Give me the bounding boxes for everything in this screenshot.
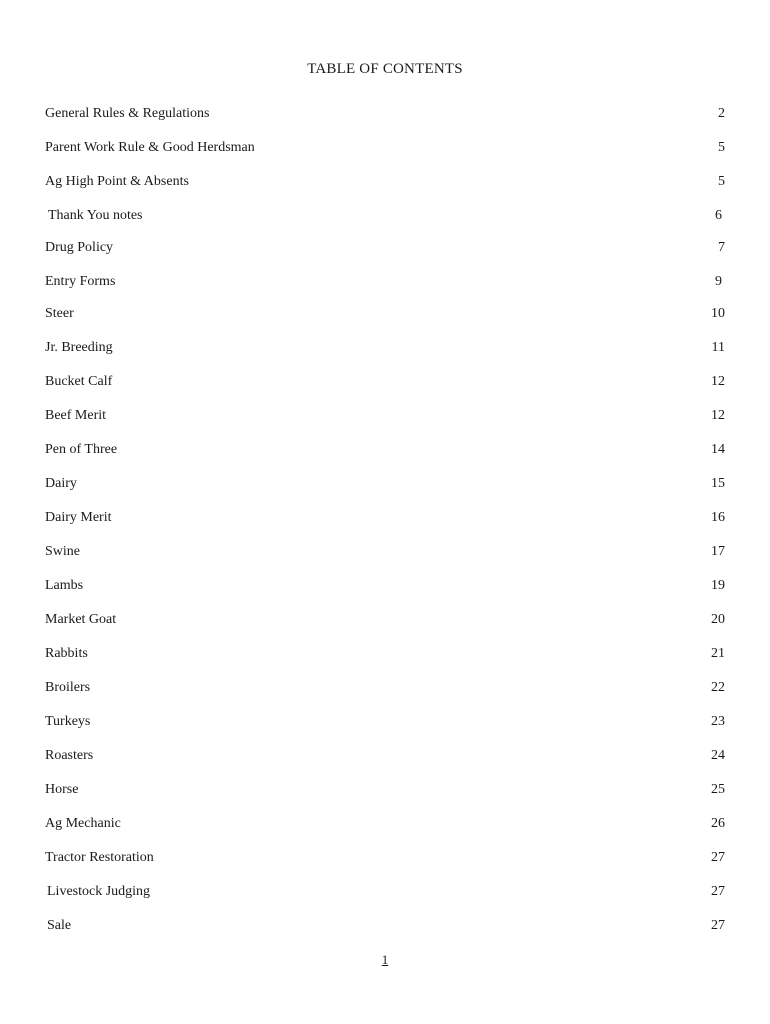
toc-entry-label: Parent Work Rule & Good Herdsman (45, 140, 255, 155)
toc-entry-label: Broilers (45, 680, 91, 695)
toc-entry-page: 20 (711, 612, 725, 627)
toc-entry-page: 27 (711, 918, 725, 933)
toc-entry-label: Drug Policy (45, 240, 114, 255)
toc-entry (45, 884, 725, 904)
toc-entry (45, 544, 725, 564)
toc-entry-label: Bucket Calf (45, 374, 113, 389)
toc-entry-page: 6 (715, 208, 722, 223)
toc-entry-page: 12 (711, 408, 725, 423)
toc-entry-page: 7 (718, 240, 725, 255)
toc-entry-page: 26 (711, 816, 725, 831)
toc-entry-page: 5 (718, 140, 725, 155)
toc-entry-label: Entry Forms (45, 274, 116, 289)
toc-entry-page: 16 (711, 510, 725, 525)
toc-entry-page: 14 (711, 442, 725, 457)
toc-entry-page: 12 (711, 374, 725, 389)
page-number: 1 (381, 952, 389, 967)
toc-entry-label: Market Goat (45, 612, 117, 627)
toc-entry (45, 578, 725, 598)
toc-entry-label: Lambs (45, 578, 84, 593)
toc-entry-page: 11 (711, 340, 725, 355)
toc-entry-label: Ag Mechanic (45, 816, 121, 831)
toc-entry (45, 714, 725, 734)
toc-entry-label: Sale (47, 918, 72, 933)
toc-entry-page: 10 (711, 306, 725, 321)
toc-entry (45, 680, 725, 700)
toc-entry (45, 306, 725, 326)
toc-entry-page: 24 (711, 748, 725, 763)
toc-entry-label: General Rules & Regulations (45, 106, 210, 121)
toc-entry (45, 106, 725, 126)
toc-entry-label: Swine (45, 544, 80, 559)
toc-entry-page: 19 (711, 578, 725, 593)
toc-entry-page: 9 (715, 274, 722, 289)
toc-entry (45, 442, 725, 462)
page-title: TABLE OF CONTENTS (307, 61, 463, 77)
toc-entry (45, 240, 725, 260)
toc-entry-label: Horse (45, 782, 79, 797)
toc-entry-label: Pen of Three (45, 442, 118, 457)
toc-entry-page: 27 (711, 884, 725, 899)
toc-entry-page: 25 (711, 782, 725, 797)
toc-entry (45, 510, 725, 530)
toc-entry (45, 646, 725, 666)
toc-entry (45, 208, 725, 228)
toc-entry-page: 15 (711, 476, 725, 491)
toc-entry-label: Rabbits (45, 646, 88, 661)
toc-entry-page: 27 (711, 850, 725, 865)
toc-entry-label: Livestock Judging (47, 884, 151, 899)
toc-entry (45, 850, 725, 870)
toc-entry (45, 174, 725, 194)
toc-entry-label: Roasters (45, 748, 94, 763)
toc-entry-label: Ag High Point & Absents (45, 174, 189, 189)
toc-entry-page: 5 (718, 174, 725, 189)
toc-entry-page: 21 (711, 646, 725, 661)
toc-entry-label: Turkeys (45, 714, 91, 729)
toc-entry-label: Beef Merit (45, 408, 107, 423)
toc-entry (45, 782, 725, 802)
toc-entry-label: Tractor Restoration (45, 850, 154, 865)
toc-entry (45, 274, 725, 294)
toc-entry (45, 816, 725, 836)
toc-entry (45, 748, 725, 768)
toc-entry (45, 374, 725, 394)
toc-entry-label: Jr. Breeding (45, 340, 113, 355)
toc-entry (45, 476, 725, 496)
toc-entry-page: 22 (711, 680, 725, 695)
toc-entry-label: Dairy Merit (45, 510, 112, 525)
toc-entry-label: Dairy (45, 476, 77, 491)
toc-entry (45, 408, 725, 428)
toc-entry-page: 2 (718, 106, 725, 121)
toc-entry-label: Thank You notes (48, 208, 143, 223)
toc-entry (45, 612, 725, 632)
toc-entry (45, 918, 725, 938)
toc-entry (45, 340, 725, 360)
toc-entry-page: 23 (711, 714, 725, 729)
toc-entry (45, 140, 725, 160)
toc-entry-label: Steer (45, 306, 74, 321)
toc-entry-page: 17 (711, 544, 725, 559)
